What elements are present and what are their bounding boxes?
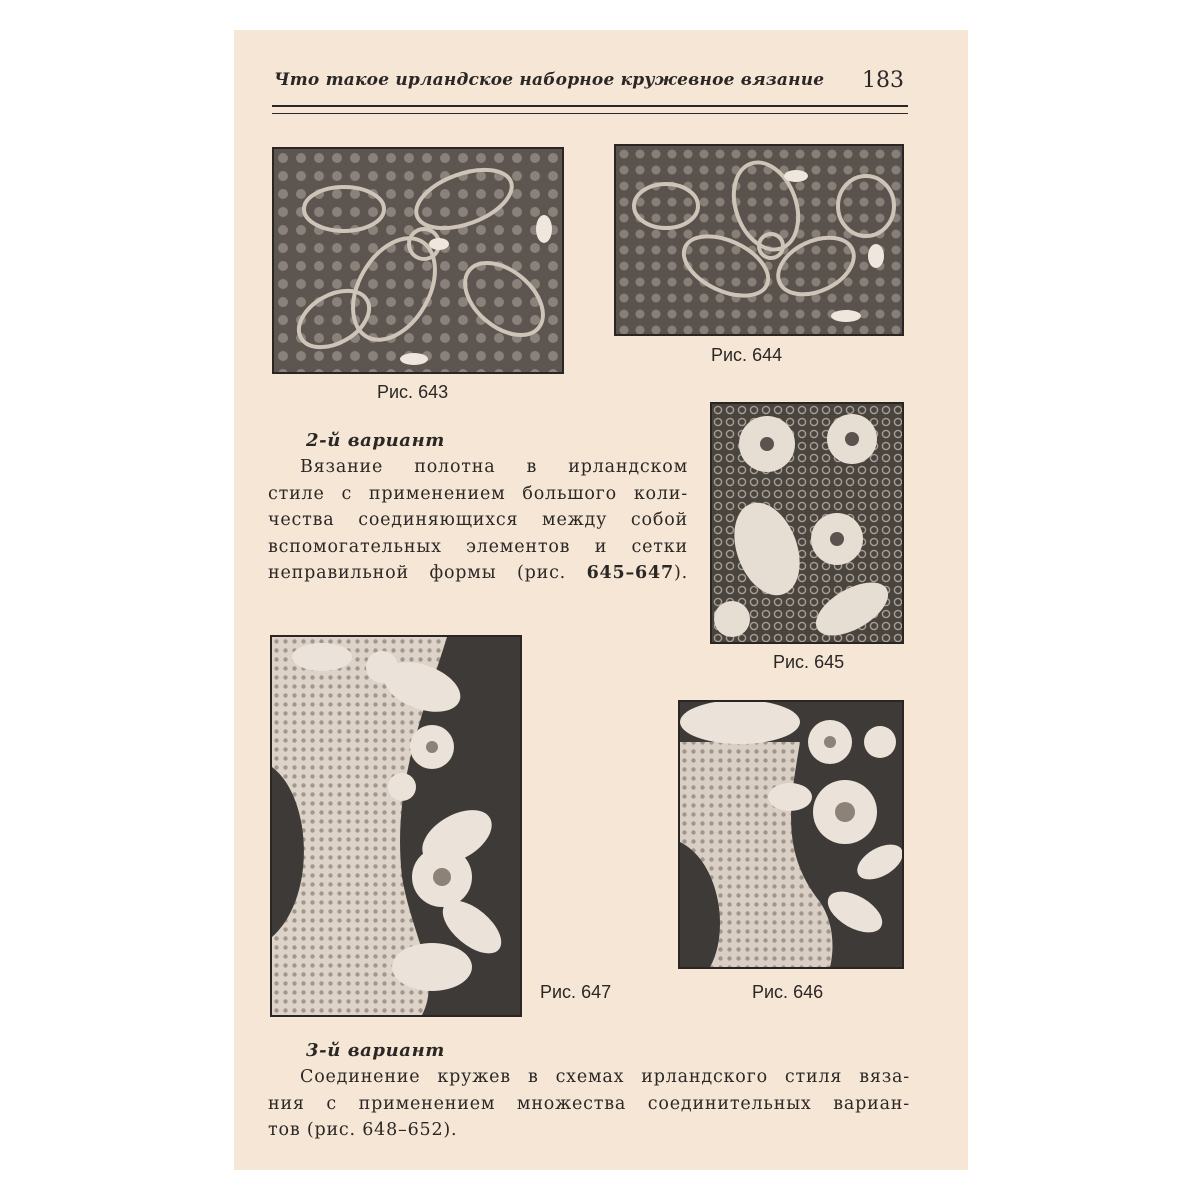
- lace-photo-644: [614, 144, 904, 336]
- lace-photo-643: [272, 147, 564, 374]
- variant-2-line: вспомогательных элементов и сетки: [268, 536, 688, 557]
- lace-photo-647: [270, 635, 522, 1017]
- caption-fig-644: Рис. 644: [711, 345, 783, 365]
- header-rule-thin: [272, 113, 908, 114]
- running-header-title: Что такое ирландское наборное кружевное вязание: [274, 70, 825, 90]
- caption-fig-647: Рис. 647: [540, 982, 612, 1002]
- variant-3-line: Соединение кружев в схемах ирландского стиля вяза-: [300, 1067, 910, 1087]
- caption-fig-646: Рис. 646: [752, 982, 824, 1002]
- header-rule: [272, 105, 908, 107]
- variant-2-heading: 2-й вариант: [306, 430, 445, 451]
- variant-2-line: стиле с применением большого коли-: [268, 483, 688, 504]
- variant-3-line: тов (рис. 648–652).: [268, 1120, 458, 1140]
- lace-photo-645: [710, 402, 904, 644]
- book-page: [234, 30, 968, 1170]
- variant-2-line: Вязание полотна в ирландском: [300, 457, 688, 477]
- caption-fig-645: Рис. 645: [773, 652, 845, 672]
- variant-2-line: чества соединяющихся между собой: [268, 510, 688, 530]
- variant-3-paragraph: [268, 1064, 910, 1144]
- lace-photo-646: [678, 700, 904, 969]
- variant-3-heading: 3-й вариант: [306, 1040, 445, 1061]
- page-number: 183: [862, 68, 904, 93]
- variant-2-paragraph: [268, 454, 688, 587]
- variant-3-line: ния с применением множества соединительных вариан-: [268, 1093, 910, 1114]
- caption-fig-643: Рис. 643: [377, 382, 449, 402]
- variant-2-line: неправильной формы (рис. 645–647).: [268, 563, 688, 583]
